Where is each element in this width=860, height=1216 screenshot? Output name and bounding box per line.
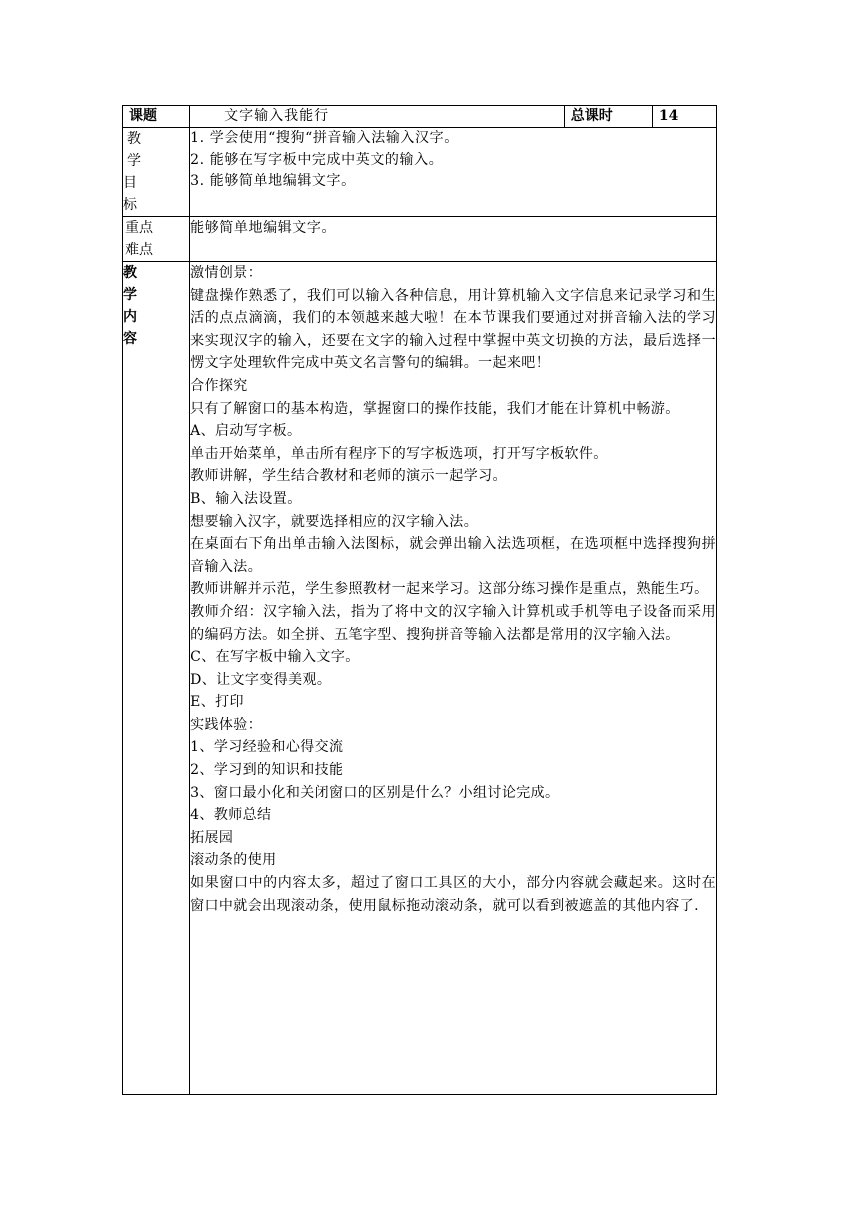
goal-item: 1. 学会使用“搜狗“拼音输入法输入汉字。 bbox=[190, 130, 459, 146]
content-paragraph: 合作探究 bbox=[190, 377, 248, 394]
goal-item: 3. 能够简单地编辑文字。 bbox=[190, 173, 356, 189]
content-paragraph: C、在写字板中输入文字。 bbox=[190, 649, 360, 666]
focus-row bbox=[123, 217, 717, 262]
content-paragraph: A、启动写字板。 bbox=[190, 423, 302, 440]
content-label-line1: 教 学 bbox=[123, 265, 150, 303]
content-paragraph: 激情创景： bbox=[190, 265, 263, 281]
content-paragraph: 教师讲解并示范，学生参照教材一起来学习。这部分练习操作是重点，熟能生巧。 bbox=[190, 581, 709, 598]
content-paragraph: E、打印 bbox=[190, 694, 244, 711]
content-label bbox=[123, 262, 190, 1095]
content-paragraph: 3、窗口最小化和关闭窗口的区别是什么？小组讨论完成。 bbox=[190, 784, 560, 801]
content-paragraph: 键盘操作熟悉了，我们可以输入各种信息，用计算机输入文字信息来记录学习和生活的点点滴滴，我们的本领越来越大啦！在本节课我们要通过对拼音输入法的学习来实现汉字的输入，还要在文字的输入过程中掌握中英文切换的方法，最后选择一愣文字处理软件完成中英文名言警句的编辑。一起来吧！ bbox=[190, 287, 716, 372]
goal-item: 2. 能够在写字板中完成中英文的输入。 bbox=[190, 151, 444, 168]
content-paragraph: 4、教师总结 bbox=[190, 807, 272, 824]
content-body bbox=[190, 262, 717, 1095]
content-label-line2: 内 容 bbox=[123, 309, 150, 347]
content-paragraph: 实践体验： bbox=[190, 716, 263, 733]
content-paragraph: 滚动条的使用 bbox=[190, 852, 277, 869]
content-paragraph: 单击开始菜单，单击所有程序下的写字板选项，打开写字板软件。 bbox=[190, 445, 608, 462]
content-paragraph: D、让文字变得美观。 bbox=[190, 671, 332, 688]
content-row bbox=[123, 262, 717, 1095]
goals-label-line2: 目 标 bbox=[123, 175, 150, 213]
content-paragraph: 教师讲解，学生结合教材和老师的演示一起学习。 bbox=[190, 468, 507, 485]
content-paragraph: 想要输入汉字，就要选择相应的汉字输入法。 bbox=[190, 513, 479, 530]
total-periods-label: 总课时 bbox=[564, 106, 652, 128]
total-periods-value: 14 bbox=[652, 106, 716, 128]
goals-content bbox=[190, 128, 717, 217]
content-paragraph: 1、学习经验和心得交流 bbox=[190, 739, 344, 756]
focus-label-line1: 重点 bbox=[125, 220, 153, 236]
content-paragraph: 如果窗口中的内容太多，超过了窗口工具区的大小，部分内容就会藏起来。这时在窗口中就会出现滚动条，使用鼠标拖动滚动条，就可以看到被遮盖的其他内容了. bbox=[190, 875, 716, 914]
content-paragraph: 只有了解窗口的基本构造，掌握窗口的操作技能，我们才能在计算机中畅游。 bbox=[190, 400, 680, 417]
focus-label bbox=[123, 217, 190, 262]
content-paragraph: 在桌面右下角出单击输入法图标，就会弹出输入法选项框，在选项框中选择搜狗拼音输入法。 bbox=[190, 536, 716, 575]
header-row bbox=[123, 106, 717, 128]
goals-label-line1: 教 学 bbox=[127, 131, 151, 169]
focus-label-line2: 难点 bbox=[125, 242, 153, 258]
goals-row bbox=[123, 128, 717, 217]
content-paragraph: 拓展园 bbox=[190, 829, 234, 846]
lesson-plan-page bbox=[122, 105, 717, 1095]
focus-text: 能够简单地编辑文字。 bbox=[190, 220, 337, 236]
lesson-plan-table bbox=[122, 105, 717, 1095]
topic-value: 文字输入我能行 bbox=[190, 106, 565, 128]
topic-label: 课题 bbox=[123, 106, 190, 128]
content-paragraph: 教师介绍：汉字输入法，指为了将中文的汉字输入计算机或手机等电子设备而采用的编码方法。如全拼、五笔字型、搜狗拼音等输入法都是常用的汉字输入法。 bbox=[190, 603, 716, 643]
content-paragraph: B、输入法设置。 bbox=[190, 490, 302, 507]
focus-content bbox=[190, 217, 717, 262]
content-paragraph: 2、学习到的知识和技能 bbox=[190, 762, 344, 779]
goals-label bbox=[123, 128, 190, 217]
